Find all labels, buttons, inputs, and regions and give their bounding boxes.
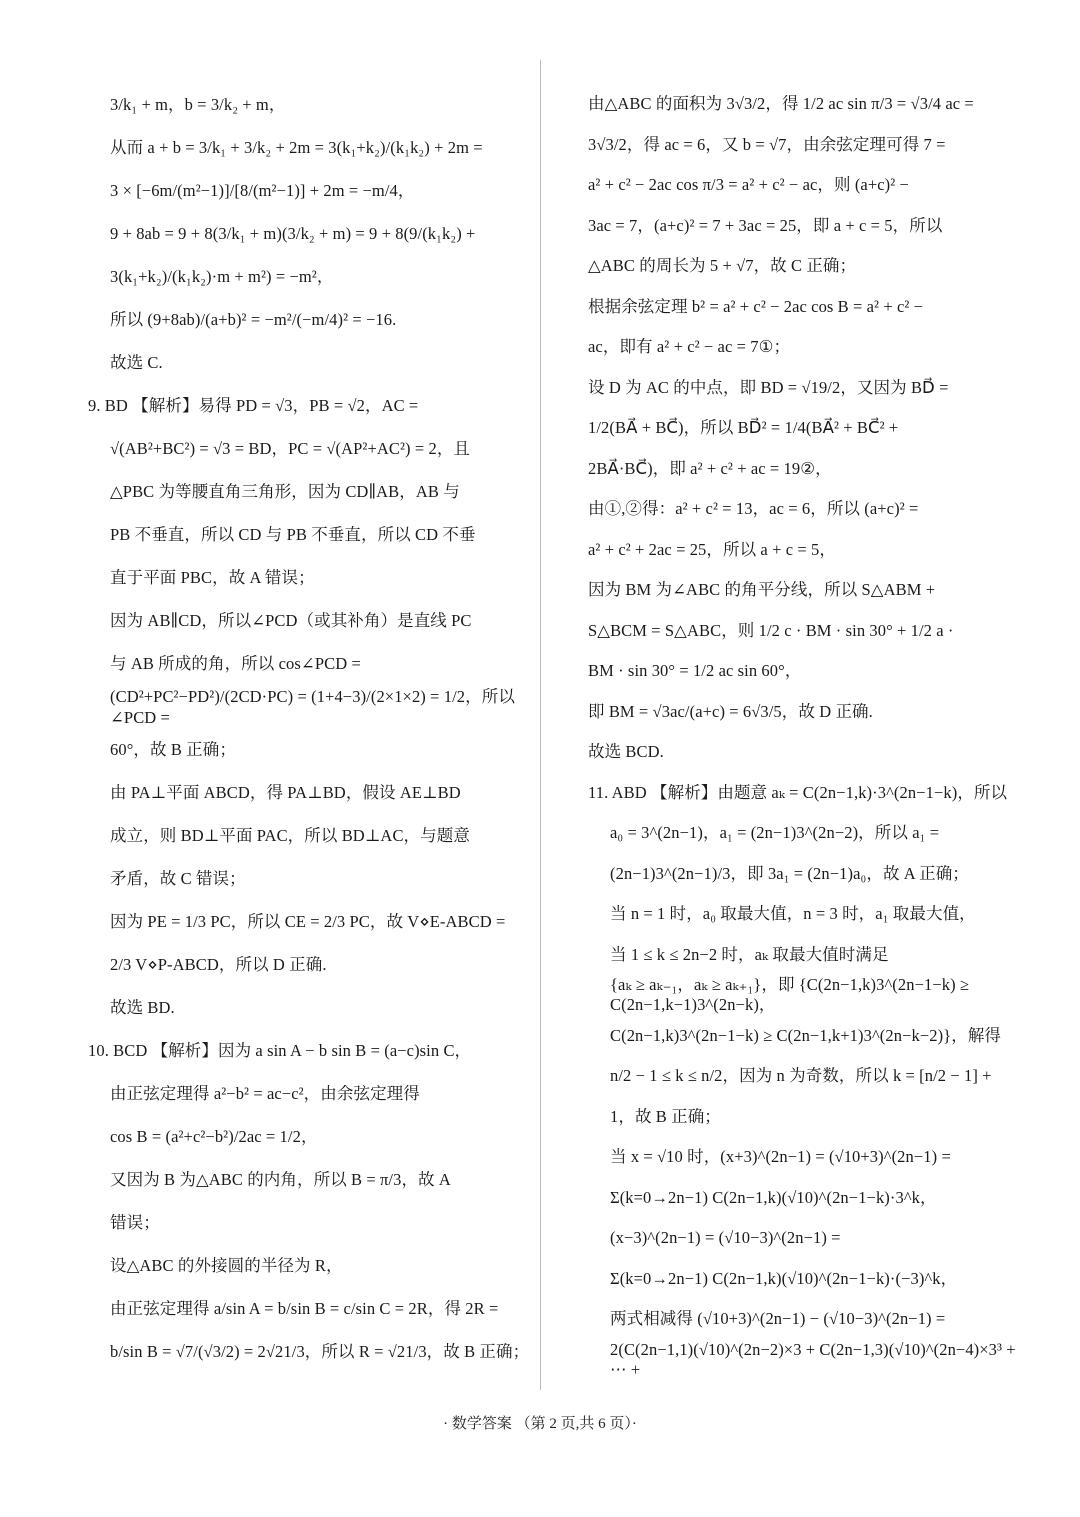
text-line: 1，故 B 正确；	[610, 1106, 721, 1126]
text-line: (CD²+PC²−PD²)/(2CD·PC) = (1+4−3)/(2×1×2) = 1/2，所以∠PCD =	[110, 687, 515, 727]
text-line: 当 x = √10 时，(x+3)^(2n−1) = (√10+3)^(2n−1) =	[610, 1147, 951, 1167]
text-line: (2n−1)3^(2n−1)/3，即 3a₁ = (2n−1)a₀，故 A 正确；	[610, 863, 969, 883]
text-line: n/2 − 1 ≤ k ≤ n/2，因为 n 为奇数，所以 k = [n/2 − 1] +	[610, 1066, 992, 1086]
text-line: Σ(k=0→2n−1) C(2n−1,k)(√10)^(2n−1−k)·(−3)^k，	[610, 1268, 958, 1288]
text-line: 由正弦定理得 a²−b² = ac−c²，由余弦定理得	[110, 1084, 420, 1104]
text-line: 由正弦定理得 a/sin A = b/sin B = c/sin C = 2R，得 2R =	[110, 1299, 499, 1319]
text-line: 矛盾，故 C 错误；	[110, 869, 246, 889]
text-line: 2(C(2n−1,1)(√10)^(2n−2)×3 + C(2n−1,3)(√10)^(2n−4)×3³ + ⋯ +	[610, 1339, 1016, 1379]
text-line: 与 AB 所成的角，所以 cos∠PCD =	[110, 654, 361, 674]
text-line: 3√3/2，得 ac = 6，又 b = √7，由余弦定理可得 7 =	[588, 134, 946, 154]
text-line: 9 + 8ab = 9 + 8(3/k₁ + m)(3/k₂ + m) = 9 + 8(9/(k₁k₂) +	[110, 224, 476, 244]
text-line: 3/k₁ + m，b = 3/k₂ + m，	[110, 95, 286, 115]
text-line: 从而 a + b = 3/k₁ + 3/k₂ + 2m = 3(k₁+k₂)/(k₁k₂) + 2m =	[110, 138, 483, 158]
text-line: 60°，故 B 正确；	[110, 740, 236, 760]
text-line: Σ(k=0→2n−1) C(2n−1,k)(√10)^(2n−1−k)·3^k，	[610, 1187, 937, 1207]
text-line: 因为 BM 为∠ABC 的角平分线，所以 S△ABM +	[588, 580, 936, 600]
text-line: cos B = (a²+c²−b²)/2ac = 1/2，	[110, 1127, 318, 1147]
text-line: △ABC 的周长为 5 + √7，故 C 正确；	[588, 256, 857, 276]
text-line: 由 PA⊥平面 ABCD，得 PA⊥BD，假设 AE⊥BD	[110, 783, 461, 803]
text-line: 两式相减得 (√10+3)^(2n−1) − (√10−3)^(2n−1) =	[610, 1309, 946, 1329]
text-line: 由①,②得：a² + c² = 13，ac = 6，所以 (a+c)² =	[588, 499, 919, 519]
right-column	[588, 84, 1020, 1380]
text-line: {aₖ ≥ aₖ₋₁，aₖ ≥ aₖ₊₁}，即 {C(2n−1,k)3^(2n−1−k) ≥ C(2n−1,k−1)3^(2n−k)，	[610, 975, 970, 1015]
text-line: 又因为 B 为△ABC 的内角，所以 B = π/3，故 A	[110, 1170, 451, 1190]
text-line: PB 不垂直，所以 CD 与 PB 不垂直，所以 CD 不垂	[110, 525, 476, 545]
text-line: a² + c² + 2ac = 25，所以 a + c = 5，	[588, 539, 836, 559]
text-line: 即 BM = √3ac/(a+c) = 6√3/5，故 D 正确.	[588, 701, 873, 721]
text-line: b/sin B = √7/(√3/2) = 2√21/3，所以 R = √21/3，故 B 正确；	[110, 1342, 530, 1362]
text-line: C(2n−1,k)3^(2n−1−k) ≥ C(2n−1,k+1)3^(2n−k−2)}，解得	[610, 1025, 1002, 1045]
text-line: 9. BD 【解析】易得 PD = √3，PB = √2，AC =	[88, 396, 419, 416]
text-line: 错误；	[110, 1213, 160, 1233]
column-divider	[540, 60, 541, 1390]
text-line: 11. ABD 【解析】由题意 aₖ = C(2n−1,k)·3^(2n−1−k)，所以	[588, 782, 1008, 802]
text-line: 故选 BCD.	[588, 742, 664, 762]
text-line: 3ac = 7，(a+c)² = 7 + 3ac = 25，即 a + c = 5，所以	[588, 215, 943, 235]
text-line: a² + c² − 2ac cos π/3 = a² + c² − ac，则 (a+c)² −	[588, 175, 909, 195]
text-line: 2/3 V⋄P-ABCD，所以 D 正确.	[110, 955, 327, 975]
text-line: △PBC 为等腰直角三角形，因为 CD∥AB，AB 与	[110, 482, 460, 502]
text-line: 由△ABC 的面积为 3√3/2，得 1/2 ac sin π/3 = √3/4 ac =	[588, 94, 974, 114]
text-line: √(AB²+BC²) = √3 = BD，PC = √(AP²+AC²) = 2，且	[110, 439, 471, 459]
text-line: 直于平面 PBC，故 A 错误；	[110, 568, 315, 588]
page-footer: · 数学答案 （第 2 页,共 6 页）·	[443, 1416, 637, 1432]
text-line: (x−3)^(2n−1) = (√10−3)^(2n−1) =	[610, 1228, 841, 1248]
text-line: 1/2(BA⃗ + BC⃗)，所以 BD⃗² = 1/4(BA⃗² + BC⃗² +	[588, 418, 899, 438]
text-line: 设△ABC 的外接圆的半径为 R，	[110, 1256, 343, 1276]
text-line: 设 D 为 AC 的中点，即 BD = √19/2，又因为 BD⃗ =	[588, 377, 949, 397]
text-line: 根据余弦定理 b² = a² + c² − 2ac cos B = a² + c² −	[588, 296, 924, 316]
text-line: 3(k₁+k₂)/(k₁k₂)·m + m²) = −m²，	[110, 267, 334, 287]
text-line: S△BCM = S△ABC，则 1/2 c · BM · sin 30° + 1/2 a ·	[588, 620, 954, 640]
text-line: 3 × [−6m/(m²−1)]/[8/(m²−1)] + 2m = −m/4，	[110, 181, 415, 201]
text-line: 10. BCD 【解析】因为 a sin A − b sin B = (a−c)sin C，	[88, 1041, 472, 1061]
text-line: 因为 AB∥CD，所以∠PCD（或其补角）是直线 PC	[110, 611, 472, 631]
text-line: 因为 PE = 1/3 PC，所以 CE = 2/3 PC，故 V⋄E-ABCD =	[110, 912, 506, 932]
text-line: 当 n = 1 时，a₀ 取最大值，n = 3 时，a₁ 取最大值，	[610, 904, 976, 924]
text-line: 故选 BD.	[110, 998, 175, 1018]
text-line: 2BA⃗·BC⃗)，即 a² + c² + ac = 19②，	[588, 458, 832, 478]
text-line: 故选 C.	[110, 353, 163, 373]
text-line: BM · sin 30° = 1/2 ac sin 60°，	[588, 661, 802, 681]
left-column	[88, 84, 536, 1374]
text-line: 当 1 ≤ k ≤ 2n−2 时，aₖ 取最大值时满足	[610, 944, 889, 964]
text-line: ac，即有 a² + c² − ac = 7①；	[588, 337, 791, 357]
text-line: a₀ = 3^(2n−1)，a₁ = (2n−1)3^(2n−2)，所以 a₁ =	[610, 823, 940, 843]
text-line: 成立，则 BD⊥平面 PAC，所以 BD⊥AC，与题意	[110, 826, 470, 846]
text-line: 所以 (9+8ab)/(a+b)² = −m²/(−m/4)² = −16.	[110, 310, 397, 330]
